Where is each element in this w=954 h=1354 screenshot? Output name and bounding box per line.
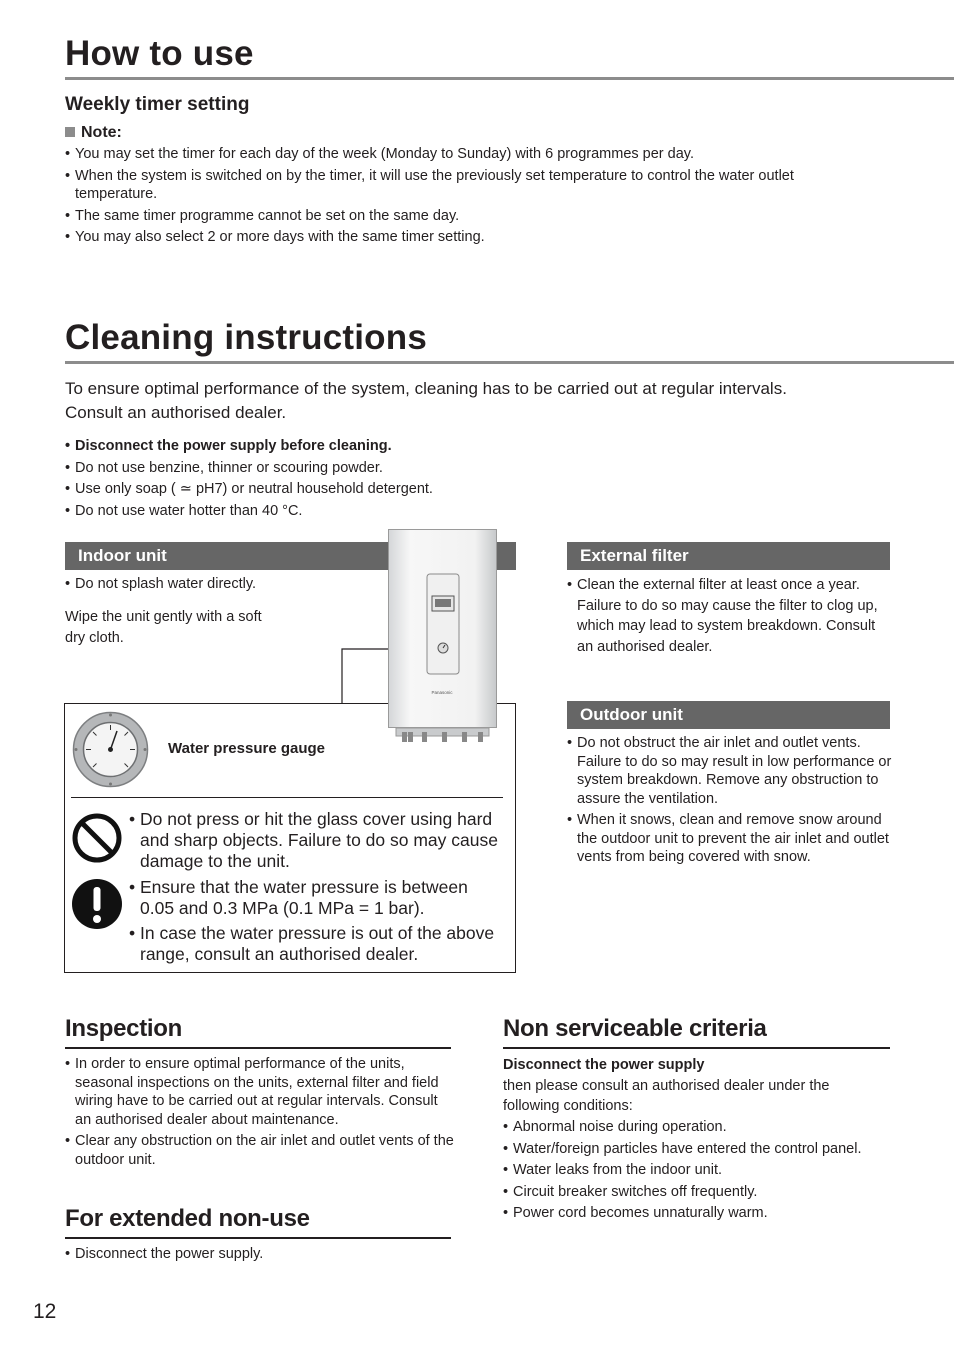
non-serviceable-title: Non serviceable criteria xyxy=(503,1015,767,1042)
intro-line: Consult an authorised dealer. xyxy=(65,403,287,422)
list-item: • Clean the external filter at least once a year. Failure to do so may cause the filter to clog up, which may lead to system breakdown. Consult an authorised dealer. xyxy=(567,575,892,657)
list-item: • In order to ensure optimal performance of the units, seasonal inspections on the units, external filter and field wiring have to be carried out at regular intervals. Consult an authorised dealer about maintenance. xyxy=(65,1055,455,1129)
gauge-label: Water pressure gauge xyxy=(168,740,325,757)
square-bullet-icon xyxy=(65,127,75,137)
exclamation-icon xyxy=(71,878,123,930)
section-rule xyxy=(65,1047,451,1049)
prohibited-icon xyxy=(71,812,123,864)
page-title-how-to-use: How to use xyxy=(65,34,254,73)
page-title-cleaning: Cleaning instructions xyxy=(65,318,428,357)
non-use-bullets xyxy=(65,1245,455,1267)
brand-logo: Panasonic xyxy=(431,690,453,695)
warning-list-1 xyxy=(129,809,504,876)
non-serviceable-bullets xyxy=(503,1118,903,1226)
list-item: • Ensure that the water pressure is between 0.05 and 0.3 MPa (0.1 MPa = 1 bar). xyxy=(129,877,504,919)
indoor-unit-header: Indoor unit xyxy=(65,542,516,570)
list-item: • Circuit breaker switches off frequently. xyxy=(503,1183,903,1202)
list-item: • Do not splash water directly. xyxy=(65,575,325,594)
non-serviceable-bold: Disconnect the power supply xyxy=(503,1057,705,1073)
outdoor-unit-bullets xyxy=(567,734,892,870)
list-item: • Do not obstruct the air inlet and outlet vents. Failure to do so may result in low performance or system breakdown. Remove any obstruction to assure the ventilation. xyxy=(567,734,892,808)
list-item: • Clear any obstruction on the air inlet and outlet vents of the outdoor unit. xyxy=(65,1132,455,1169)
subtitle-weekly-timer: Weekly timer setting xyxy=(65,94,250,115)
non-use-title: For extended non-use xyxy=(65,1205,310,1232)
list-item: • Do not use water hotter than 40 °C. xyxy=(65,502,565,521)
note-label: Note: xyxy=(81,124,122,141)
list-item: • Power cord becomes unnaturally warm. xyxy=(503,1204,903,1223)
external-filter-bullet xyxy=(567,575,892,660)
timer-notes-list xyxy=(65,145,835,250)
list-item: • Disconnect the power supply before cleaning. xyxy=(65,437,565,456)
list-item: • Disconnect the power supply. xyxy=(65,1245,455,1264)
list-item: • You may set the timer for each day of the week (Monday to Sunday) with 6 programmes per day. xyxy=(65,145,835,164)
section-rule xyxy=(503,1047,890,1049)
list-item: • Use only soap ( ≃ pH7) or neutral household detergent. xyxy=(65,480,565,499)
warning-list-2 xyxy=(129,877,504,969)
outdoor-unit-header: Outdoor unit xyxy=(567,701,890,729)
list-item: • When the system is switched on by the timer, it will use the previously set temperature to control the water outlet temperature. xyxy=(65,167,835,204)
box-divider xyxy=(71,797,503,798)
list-item: • You may also select 2 or more days with the same timer setting. xyxy=(65,228,835,247)
title-rule xyxy=(65,77,954,80)
indoor-unit-bullet xyxy=(65,575,325,597)
list-item: • Water/foreign particles have entered the control panel. xyxy=(503,1140,903,1159)
external-filter-header: External filter xyxy=(567,542,890,570)
title-rule xyxy=(65,361,954,364)
list-item: • Abnormal noise during operation. xyxy=(503,1118,903,1137)
list-item: • When it snows, clean and remove snow around the outdoor unit to prevent the air inlet and outlet vents from being covered with snow. xyxy=(567,811,892,867)
cleaning-bullets xyxy=(65,437,565,523)
inspection-bullets xyxy=(65,1055,455,1172)
page-number: 12 xyxy=(33,1300,57,1323)
list-item: • In case the water pressure is out of the above range, consult an authorised dealer. xyxy=(129,923,504,965)
list-item: • Do not press or hit the glass cover using hard and sharp objects. Failure to do so may cause damage to the unit. xyxy=(129,809,504,872)
non-serviceable-text: then please consult an authorised dealer under the following conditions: xyxy=(503,1078,830,1114)
list-item: • Do not use benzine, thinner or scouring powder. xyxy=(65,459,565,478)
intro-line: To ensure optimal performance of the system, cleaning has to be carried out at regular intervals. xyxy=(65,379,787,398)
indoor-unit-text: Wipe the unit gently with a soft dry cloth. xyxy=(65,609,262,646)
section-rule xyxy=(65,1237,451,1239)
list-item: • The same timer programme cannot be set on the same day. xyxy=(65,207,835,226)
indoor-unit-illustration xyxy=(388,529,497,743)
note-heading xyxy=(65,124,122,142)
inspection-title: Inspection xyxy=(65,1015,183,1042)
cleaning-intro xyxy=(65,377,865,425)
pressure-gauge-icon xyxy=(72,711,149,788)
list-item: • Water leaks from the indoor unit. xyxy=(503,1161,903,1180)
